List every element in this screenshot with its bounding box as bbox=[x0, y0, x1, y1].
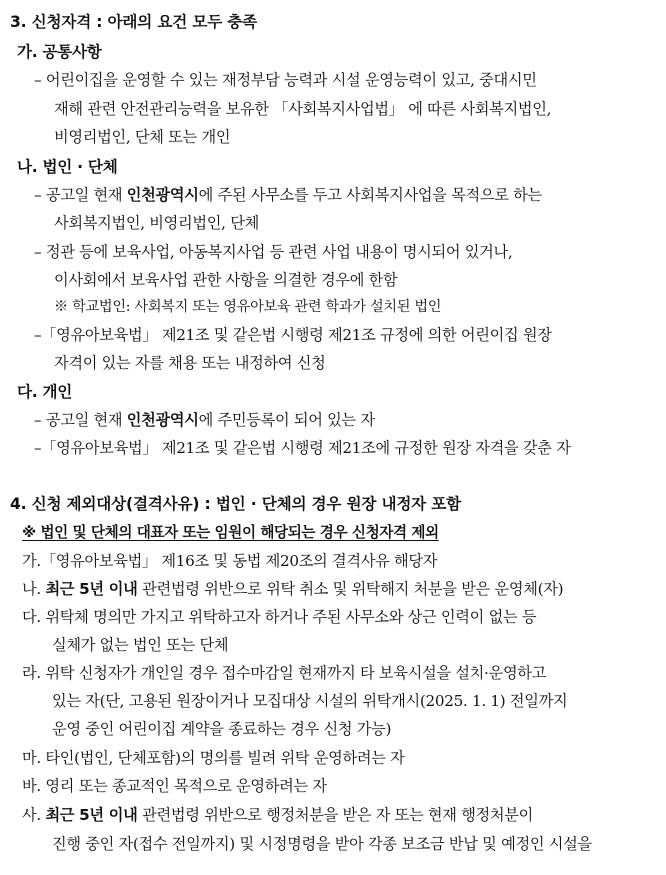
section-3-na-item-1-suffix: 에 주된 사무소를 두고 사회복지사업을 목적으로 하는 bbox=[198, 186, 542, 204]
section-3-da-heading: 다. 개인 bbox=[17, 383, 73, 401]
section-3-da-item-1-prefix: – 공고일 현재 bbox=[34, 411, 127, 429]
section-4-item-sa-line-1 bbox=[22, 805, 533, 825]
section-4-item-ra-line-1: 라. 위탁 신청자가 개인일 경우 접수마감일 현재까지 타 보육시설을 설치·운영하고 bbox=[22, 664, 547, 682]
section-3-na-item-2-line-2: 이사회에서 보육사업 관한 사항을 의결한 경우에 한함 bbox=[54, 271, 398, 289]
section-4-item-ma: 마. 타인(법인, 단체포함)의 명의를 빌려 위탁 운영하려는 자 bbox=[22, 749, 405, 767]
section-4-item-ra-line-3: 운영 중인 어린이집 계약을 종료하는 경우 신청 가능) bbox=[52, 720, 392, 738]
section-4-title: 4. 신청 제외대상(결격사유) : 법인 · 단체의 경우 원장 내정자 포함 bbox=[10, 495, 462, 513]
region-name-bold: 인천광역시 bbox=[126, 411, 199, 429]
section-3-ga-heading: 가. 공통사항 bbox=[17, 43, 102, 61]
section-3-ga-item-1-line-3: 비영리법인, 단체 또는 개인 bbox=[54, 128, 231, 146]
section-3-ga-item-1-line-2: 재해 관련 안전관리능력을 보유한 「사회복지사업법」 에 따른 사회복지법인, bbox=[54, 100, 552, 118]
section-3-na-item-1-line-2: 사회복지법인, 비영리법인, 단체 bbox=[54, 214, 259, 232]
section-4-note: ※ 법인 및 단체의 대표자 또는 임원이 해당되는 경우 신청자격 제외 bbox=[22, 524, 439, 541]
section-3-da-item-2: –「영유아보육법」 제21조 및 같은법 시행령 제21조에 규정한 원장 자격을 갖춘 자 bbox=[34, 439, 571, 457]
period-bold: 최근 5년 이내 bbox=[45, 806, 138, 824]
region-name-bold: 인천광역시 bbox=[126, 186, 199, 204]
section-3-da-item-1-suffix: 에 주민등록이 되어 있는 자 bbox=[198, 411, 375, 429]
period-bold: 최근 5년 이내 bbox=[45, 580, 138, 598]
section-4-item-sa-prefix: 사. bbox=[22, 806, 46, 824]
section-3-ga-item-1-line-1: – 어린이집을 운영할 수 있는 재정부담 능력과 시설 운영능력이 있고, 중대시민 bbox=[34, 71, 537, 89]
section-4-item-sa-line-2: 진행 중인 자(접수 전일까지) 및 시정명령을 받아 각종 보조금 반납 및 예정인 시설을 bbox=[52, 835, 592, 853]
section-4-item-na bbox=[22, 579, 563, 599]
section-4-item-da-line-1: 다. 위탁체 명의만 가지고 위탁하고자 하거나 주된 사무소와 상근 인력이 없는 등 bbox=[22, 608, 537, 626]
section-4-item-na-prefix: 나. bbox=[22, 580, 46, 598]
section-3-na-item-3-line-2: 자격이 있는 자를 채용 또는 내정하여 신청 bbox=[54, 354, 326, 372]
section-3-na-item-3-line-1: –「영유아보육법」 제21조 및 같은법 시행령 제21조 규정에 의한 어린이집 원장 bbox=[34, 326, 552, 344]
section-3-na-item-1-line-1 bbox=[34, 185, 542, 205]
section-3-title: 3. 신청자격 : 아래의 요건 모두 충족 bbox=[10, 13, 258, 31]
section-3-na-note: ※ 학교법인: 사회복지 또는 영유아보육 관련 학과가 설치된 법인 bbox=[54, 299, 442, 315]
section-4-item-sa-suffix: 관련법령 위반으로 행정처분을 받은 자 또는 현재 행정처분이 bbox=[137, 806, 534, 824]
section-4-item-ra-line-2: 있는 자(단, 고용된 원장이거나 모집대상 시설의 위탁개시(2025. 1. 1) 전일까지 bbox=[52, 692, 568, 710]
section-3-na-item-2-line-1: – 정관 등에 보육사업, 아동복지사업 등 관련 사업 내용이 명시되어 있거나, bbox=[34, 243, 513, 261]
section-3-na-heading: 나. 법인 · 단체 bbox=[17, 158, 118, 176]
section-4-item-na-suffix: 관련법령 위반으로 위탁 취소 및 위탁해지 처분을 받은 운영체(자) bbox=[137, 580, 564, 598]
section-4-item-da-line-2: 실체가 없는 법인 또는 단체 bbox=[52, 636, 229, 654]
section-3-na-item-1-prefix: – 공고일 현재 bbox=[34, 186, 127, 204]
section-4-item-ba: 바. 영리 또는 종교적인 목적으로 운영하려는 자 bbox=[22, 777, 327, 795]
section-3-da-item-1 bbox=[34, 410, 375, 430]
section-4-item-ga: 가.「영유아보육법」 제16조 및 동법 제20조의 결격사유 해당자 bbox=[22, 552, 438, 570]
